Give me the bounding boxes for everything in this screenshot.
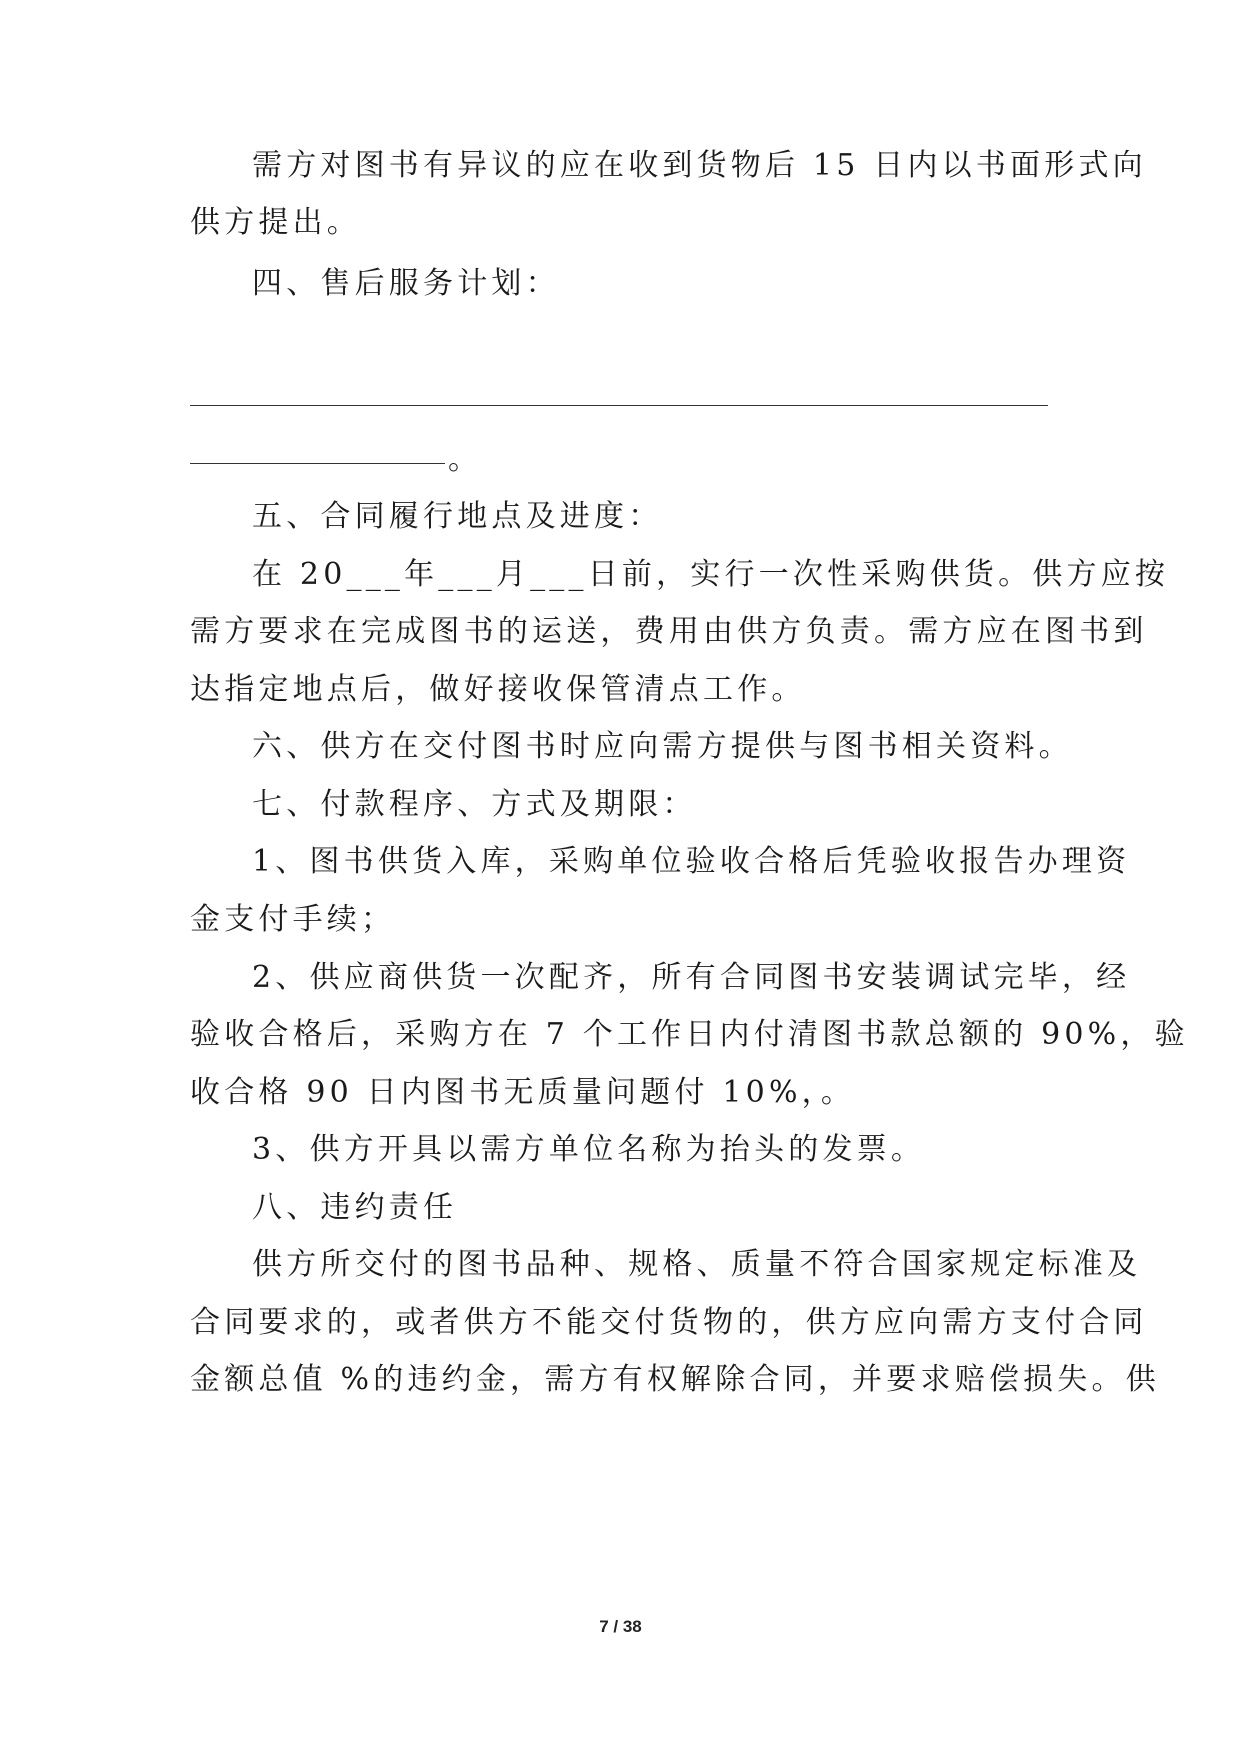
payment-item-2-line-1: 2、供应商供货一次配齐，所有合同图书安装调试完毕，经: [252, 960, 1131, 995]
paragraph-1-line-1: 需方对图书有异议的应在收到货物后 15 日内以书面形式向: [252, 148, 1147, 183]
schedule-line-1: 在 20___年___月___日前，实行一次性采购供货。供方应按: [252, 557, 1170, 592]
paragraph-1-line-2: 供方提出。: [190, 205, 361, 240]
page-number: 7 / 38: [599, 1617, 642, 1636]
fill-in-end-mark: 。: [448, 442, 483, 477]
payment-item-1-line-1: 1、图书供货入库，采购单位验收合格后凭验收报告办理资: [252, 844, 1131, 879]
fill-in-underline-1: [190, 405, 1048, 406]
section-heading-4: 四、售后服务计划：: [252, 266, 560, 301]
liability-line-3: 金额总值 %的违约金，需方有权解除合同，并要求赔偿损失。供: [190, 1362, 1160, 1397]
fill-in-underline-2: [190, 463, 445, 464]
liability-line-1: 供方所交付的图书品种、规格、质量不符合国家规定标准及: [252, 1247, 1142, 1282]
schedule-line-3: 达指定地点后，做好接收保管清点工作。: [190, 672, 806, 707]
liability-line-2: 合同要求的，或者供方不能交付货物的，供方应向需方支付合同: [190, 1305, 1148, 1340]
payment-item-2-line-3: 收合格 90 日内图书无质量问题付 10%，。: [190, 1075, 856, 1110]
payment-item-2-line-2: 验收合格后，采购方在 7 个工作日内付清图书款总额的 90%，验: [190, 1017, 1189, 1052]
schedule-line-2: 需方要求在完成图书的运送，费用由供方负责。需方应在图书到: [190, 614, 1148, 649]
section-heading-6: 六、供方在交付图书时应向需方提供与图书相关资料。: [252, 729, 1073, 764]
section-heading-7: 七、付款程序、方式及期限：: [252, 787, 697, 822]
section-heading-8: 八、违约责任: [252, 1190, 458, 1225]
payment-item-1-line-2: 金支付手续；: [190, 902, 396, 937]
section-heading-5: 五、合同履行地点及进度：: [252, 499, 663, 534]
payment-item-3: 3、供方开具以需方单位名称为抬头的发票。: [252, 1132, 926, 1167]
